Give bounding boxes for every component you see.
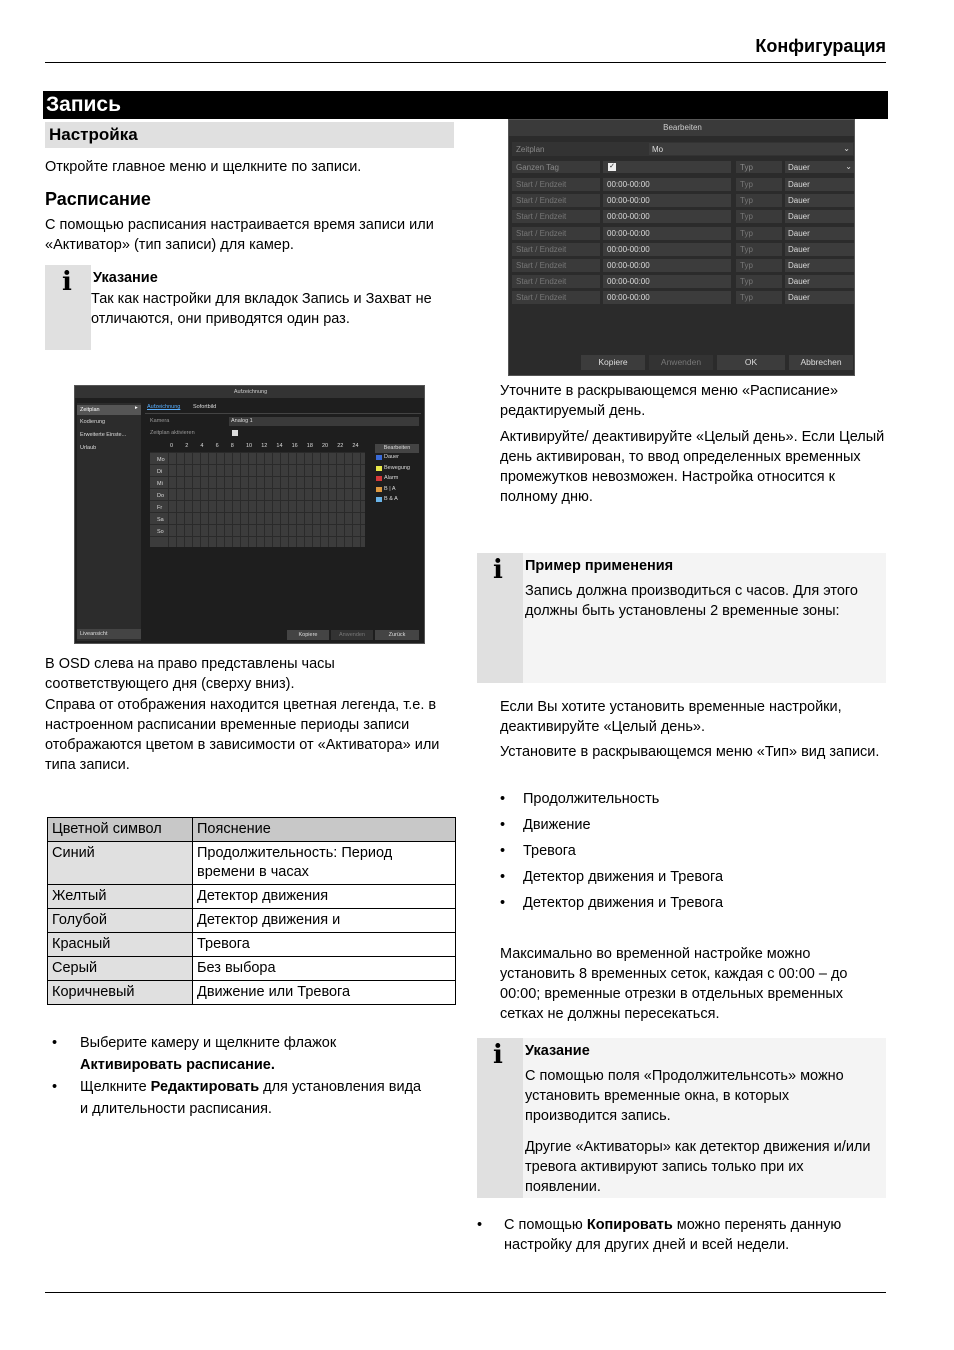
record-type: Тревога (523, 843, 576, 859)
record-type: Продолжительность (523, 791, 660, 807)
bullet-text: С помощью (504, 1217, 587, 1233)
day-label: So (157, 529, 164, 535)
time-slot-typ-label: Typ (740, 277, 753, 287)
right-text-4: Установите в раскрывающемся меню «Тип» вид записи. (500, 744, 880, 760)
table-cell: Тревога (193, 933, 456, 957)
osd2-zeitplan-select[interactable] (649, 143, 853, 155)
time-slot-typ-value: Dauer (788, 196, 810, 206)
osd-menu-item[interactable]: Zeitplan (77, 405, 141, 415)
osd2-typ-select[interactable] (785, 161, 855, 173)
osd-copy-button[interactable]: Kopiere (287, 630, 329, 640)
legend-label: B & A (384, 496, 398, 502)
bullet-text: Щелкните (80, 1079, 151, 1095)
example-text: Запись должна производиться с часов. Для этого должны быть установлены 2 временные зоны: (525, 583, 858, 619)
time-slot-typ-label: Typ (740, 228, 753, 238)
time-slot-value: 00:00-00:00 (607, 244, 650, 254)
legend-item (376, 496, 420, 505)
osd2-zeitplan-value: Mo (652, 145, 664, 154)
osd-tab-recording[interactable]: Aufzeichnung (147, 404, 181, 410)
list-item: • Выберите камеру и щелкните флажок Активировать расписание. (52, 1035, 337, 1073)
time-slot-value: 00:00-00:00 (607, 180, 650, 189)
legend-label: Dauer (384, 454, 399, 460)
table-cell: Детектор движения (193, 885, 456, 909)
table-cell: Красный (48, 933, 193, 957)
hour-label: 8 (230, 443, 234, 449)
day-label: Fr (157, 505, 163, 511)
osd-menu-item[interactable]: Erweiterte Einste... (80, 432, 127, 438)
time-slot-value: 00:00-00:00 (607, 261, 650, 270)
osd-divider (145, 413, 421, 414)
table-cell: Серый (48, 957, 193, 981)
copy-bullet (477, 1215, 882, 1255)
schedule-heading: Расписание (45, 189, 151, 209)
time-slot-label: Start / Endzeit (516, 244, 567, 254)
bullet-text: для установления вида и длительности расписания. (80, 1079, 422, 1117)
time-slot-value: 00:00-00:00 (607, 293, 650, 303)
list-item: • Продолжительность (500, 791, 660, 807)
time-slot-row (512, 194, 855, 208)
info-icon: i (62, 267, 72, 297)
table-row (48, 842, 456, 885)
time-slot-label: Start / Endzeit (516, 228, 567, 238)
hour-label: 10 (246, 443, 253, 449)
osd-live-button[interactable]: Liveansicht (77, 629, 141, 639)
right-text-2: Активируйте/ деактивируйте «Целый день». Если Целый день активирован, то ввод определенных временных промежутков невозможен. Настройка относится к полному дню. (500, 429, 885, 505)
osd-hour-scale (170, 443, 370, 451)
osd2-ganzen-label: Ganzen Tag (516, 163, 559, 172)
osd-edit-button[interactable]: Bearbeiten (375, 444, 419, 453)
subsection-title: Настройка (45, 122, 454, 148)
osd-schedule-checkbox[interactable] (232, 430, 238, 436)
list-item: • Движение (500, 817, 591, 833)
example-title: Пример применения (525, 558, 674, 574)
bullet-text: Выберите камеру и щелкните флажок (80, 1035, 337, 1051)
legend-item (376, 486, 420, 495)
osd2-zeitplan-row (512, 142, 855, 156)
table-header-row (48, 818, 456, 842)
osd-camera-select[interactable]: Analog 1 (229, 417, 419, 426)
time-slot-typ-value: Dauer (788, 277, 810, 287)
time-slot-label: Start / Endzeit (516, 212, 567, 222)
right-text-1: Уточните в раскрывающемся меню «Расписание» редактируемый день. (500, 383, 839, 419)
osd2-ganzen-checkbox[interactable]: ✓ (609, 163, 615, 170)
bullet-bold-text: Копировать (586, 1217, 673, 1233)
day-label: Di (157, 469, 163, 475)
time-slot-label: Start / Endzeit (516, 196, 567, 206)
legend-item (376, 475, 420, 484)
osd2-cancel-button[interactable]: Abbrechen (789, 355, 853, 370)
osd-menu-item[interactable]: Kodierung (80, 419, 106, 425)
osd-schedule-grid[interactable] (150, 452, 365, 547)
list-item: • Детектор движения и Тревога (500, 869, 724, 885)
osd-menu-item[interactable]: Urlaub (80, 445, 97, 451)
recording-settings-screenshot (74, 385, 425, 644)
time-slot-row (512, 291, 855, 305)
hour-label: 0 (170, 443, 174, 449)
time-slot-typ-label: Typ (740, 244, 753, 254)
time-slot-value: 00:00-00:00 (607, 228, 650, 238)
chevron-down-icon: ⌄ (845, 162, 852, 171)
day-label: Do (157, 493, 165, 499)
hour-label: 6 (215, 443, 219, 449)
note2-title: Указание (525, 1043, 590, 1059)
list-item: • С помощью Копировать можно перенять данную настройку для других дней и всей недели. (477, 1217, 842, 1253)
time-slot-row (512, 210, 855, 224)
right-text-5: Максимально во временной настройке можно установить 8 временных сеток, каждая с 00:00 – до 00:00; временные отрезки в отдельных временных сетках не должны пересекаться. (500, 946, 848, 1022)
section-title: Запись (43, 91, 888, 119)
osd-sidebar (77, 403, 141, 641)
osd-camera-label: Kamera (150, 418, 170, 424)
time-slot-typ-label: Typ (740, 212, 753, 222)
osd-schedule-label: Zeitplan aktivieren (150, 430, 195, 436)
time-slot-value: 00:00-00:00 (607, 212, 650, 222)
legend-label: B | A (384, 485, 396, 492)
time-slot-row (512, 243, 855, 257)
edit-schedule-screenshot (508, 119, 855, 376)
time-slot-typ-value: Dauer (788, 228, 810, 238)
osd-apply-button[interactable]: Anwenden (331, 630, 373, 640)
time-slot-row (512, 178, 855, 192)
info-icon: i (493, 1040, 503, 1070)
bullet-text: можно перенять данную настройку для других дней и всей недели. (504, 1217, 842, 1253)
hour-label: 14 (276, 443, 283, 449)
hour-label: 4 (200, 443, 204, 449)
legend-swatch (376, 476, 382, 481)
table-cell: Синий (48, 842, 193, 885)
hour-label: 20 (322, 443, 329, 449)
bullet-bold-text: Активировать расписание. (80, 1056, 275, 1073)
chevron-right-icon: ▸ (135, 405, 138, 411)
record-type: Детектор движения и Тревога (523, 869, 724, 885)
bullet-bold-text: Редактировать (150, 1079, 260, 1095)
table-cell: Голубой (48, 909, 193, 933)
table-cell: Желтый (48, 885, 193, 909)
legend-swatch (376, 487, 382, 492)
info-icon: i (493, 555, 503, 585)
legend-swatch (376, 497, 382, 502)
note-text: Так как настройки для вкладок Запись и Захват не отличаются, они приводятся один раз. (91, 291, 432, 327)
time-slot-typ-label: Typ (740, 293, 753, 303)
time-slot-typ-label: Typ (740, 261, 753, 270)
hour-label: 18 (306, 443, 313, 449)
time-slot-label: Start / Endzeit (516, 261, 567, 270)
time-slot-typ-value: Dauer (788, 293, 810, 303)
time-slot-label: Start / Endzeit (516, 180, 567, 189)
table-cell: Детектор движения и (193, 909, 456, 933)
legend-item (376, 454, 420, 463)
color-legend-table (47, 817, 456, 1005)
list-item: • Тревога (500, 843, 576, 859)
osd2-typ-value: Dauer (788, 163, 810, 172)
osd-tab-snapshot[interactable]: Sofortbild (193, 404, 217, 410)
table-header-cell: Цветной символ (48, 818, 193, 842)
osd2-zeitplan-label: Zeitplan (516, 145, 545, 154)
table-row (48, 981, 456, 1005)
time-slot-row (512, 259, 855, 273)
time-slot-row (512, 227, 855, 241)
day-label: Mi (157, 481, 163, 487)
time-slot-typ-value: Dauer (788, 180, 810, 189)
hour-label: 12 (261, 443, 268, 449)
right-text-3: Если Вы хотите установить временные настройки, деактивируйте «Целый день». (500, 699, 842, 735)
table-row (48, 957, 456, 981)
osd-text-2: Справа от отображения находится цветная легенда, т.е. в настроенном расписании временные периоды записи отображаются цветом в зависимости от «Активатора» или типа записи. (45, 697, 440, 773)
table-header-cell: Пояснение (193, 818, 456, 842)
time-slot-typ-label: Typ (740, 180, 753, 189)
table-cell: Движение или Тревога (193, 981, 456, 1005)
legend-item (376, 465, 420, 474)
osd-window-title: Aufzeichnung (75, 386, 425, 398)
page-header-title: Конфигурация (755, 36, 886, 56)
osd2-window-title: Bearbeiten (509, 120, 855, 136)
hour-label: 22 (337, 443, 344, 449)
osd2-ganzen-row (512, 160, 855, 174)
hour-label: 2 (185, 443, 189, 449)
left-bullet-list (52, 1033, 432, 1120)
time-slot-value: 00:00-00:00 (607, 277, 650, 287)
table-row (48, 909, 456, 933)
record-type-list (500, 789, 885, 919)
header-divider (45, 62, 886, 63)
chevron-down-icon: ⌄ (843, 144, 850, 153)
day-label: Sa (157, 517, 164, 523)
time-slot-typ-label: Typ (740, 196, 753, 206)
osd2-ok-button[interactable]: OK (717, 355, 785, 370)
time-slot-value: 00:00-00:00 (607, 196, 650, 206)
list-item: • Детектор движения и Тревога (500, 895, 724, 911)
record-type: Движение (523, 817, 591, 833)
note2-text-1: С помощью поля «Продолжительнсоть» можно установить временные окна, в которых производится запись. (525, 1068, 844, 1124)
hour-label: 16 (291, 443, 298, 449)
intro-text: Откройте главное меню и щелкните по записи. (45, 159, 362, 175)
osd2-copy-button[interactable]: Kopiere (581, 355, 645, 370)
note-title: Указание (93, 270, 158, 286)
osd2-apply-button[interactable]: Anwenden (649, 355, 713, 370)
osd2-typ-label: Typ (740, 163, 753, 172)
table-cell: Без выбора (193, 957, 456, 981)
record-type: Детектор движения и Тревога (523, 895, 724, 911)
table-cell: Продолжительность: Период времени в часах (193, 842, 456, 885)
note2-text-2: Другие «Активаторы» как детектор движения и/или тревога активируют запись только при их появлении. (525, 1139, 871, 1195)
legend-swatch (376, 455, 382, 460)
table-row (48, 885, 456, 909)
osd-back-button[interactable]: Zurück (375, 630, 419, 640)
table-cell: Коричневый (48, 981, 193, 1005)
list-item: • Щелкните Редактировать для установления вида и длительности расписания. (52, 1079, 422, 1117)
table-row (48, 933, 456, 957)
hour-label: 24 (352, 443, 359, 449)
time-slot-typ-value: Dauer (788, 212, 810, 222)
footer-divider (45, 1292, 886, 1293)
day-label: Mo (157, 457, 165, 463)
time-slot-typ-value: Dauer (788, 244, 810, 254)
time-slot-label: Start / Endzeit (516, 293, 567, 303)
legend-swatch (376, 466, 382, 471)
legend-label: Bewegung (384, 464, 410, 471)
legend-label: Alarm (384, 475, 399, 481)
time-slot-typ-value: Dauer (788, 261, 810, 270)
osd-text-1: В OSD слева на право представлены часы соответствующего дня (сверху вниз). (45, 656, 335, 692)
time-slot-label: Start / Endzeit (516, 277, 567, 287)
time-slot-row (512, 275, 855, 289)
schedule-text: С помощью расписания настраивается время записи или «Активатор» (тип записи) для камер. (45, 217, 434, 253)
